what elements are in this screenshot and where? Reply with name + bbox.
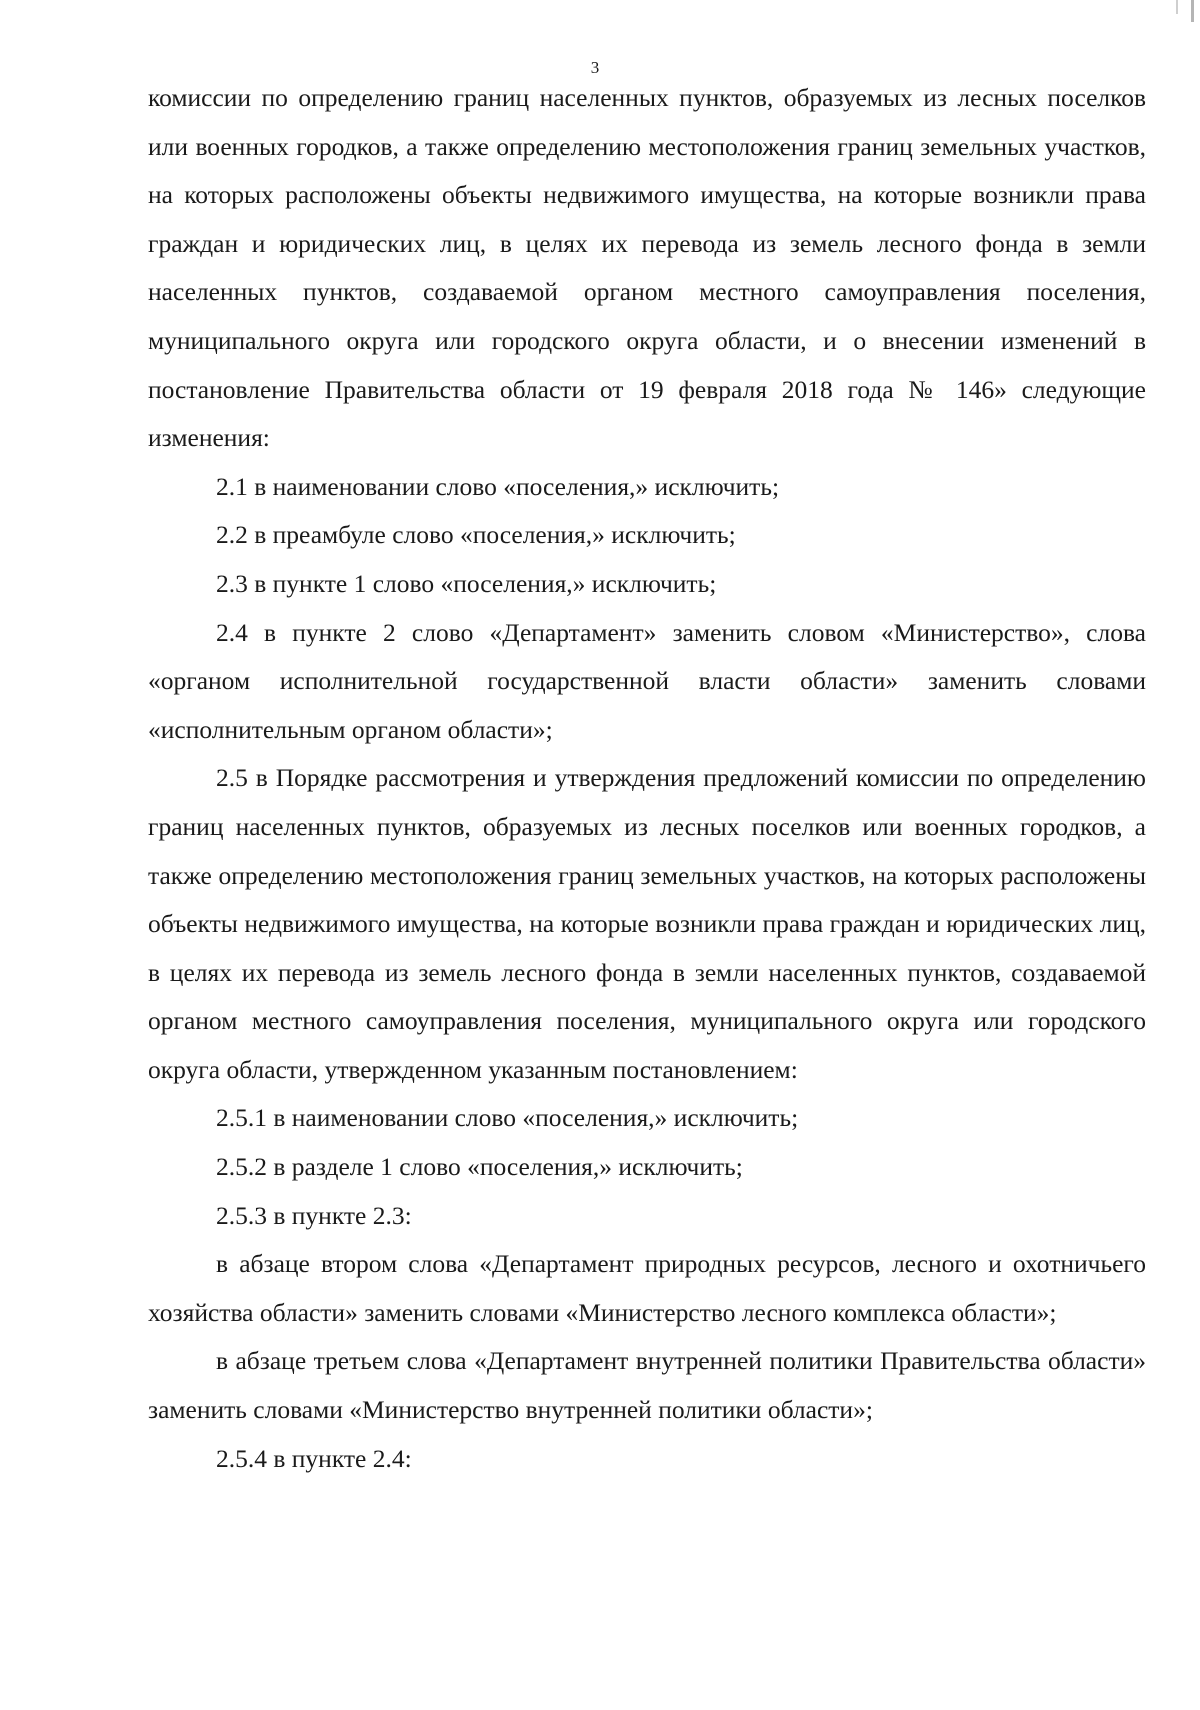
paragraph-item-2-1: 2.1 в наименовании слово «поселения,» исключить; bbox=[216, 471, 780, 501]
document-body bbox=[148, 74, 1146, 1483]
paragraph-item-2-5: 2.5 в Порядке рассмотрения и утверждения предложений комиссии по определению границ населенных пунктов, образуемых из лесных поселков или военных городков, а также определению местоположения границ земельных участков, на которых расположены объекты недвижимого имущества, на которые возникли права граждан и юридических лиц, в целях их перевода из земель лесного фонда в земли населенных пунктов, создаваемой органом местного самоуправления поселения, муниципального округа или городского округа области, утвержденном указанным постановлением: bbox=[148, 763, 1146, 1084]
paragraph-item-2-5-3: 2.5.3 в пункте 2.3: bbox=[216, 1200, 412, 1230]
scan-edge-mark bbox=[1191, 0, 1194, 22]
paragraph-item-2-5-1: 2.5.1 в наименовании слово «поселения,» исключить; bbox=[216, 1103, 799, 1133]
paragraph-item-2-4: 2.4 в пункте 2 слово «Департамент» заменить словом «Министерство», слова «органом исполнительной государственной власти области» заменить словами «исполнительным органом области»; bbox=[148, 617, 1146, 744]
paragraph-continuation: комиссии по определению границ населенных пунктов, образуемых из лесных поселков или военных городков, а также определению местоположения границ земельных участков, на которых расположены объекты недвижимого имущества, на которые возникли права граждан и юридических лиц, в целях их перевода из земель лесного фонда в земли населенных пунктов, создаваемой органом местного самоуправления поселения, муниципального округа или городского округа области, и о внесении изменений в постановление Правительства области от 19 февраля 2018 года № 146» следующие изменения: bbox=[148, 83, 1146, 453]
paragraph-abzac-second: в абзаце втором слова «Департамент природных ресурсов, лесного и охотничьего хозяйства области» заменить словами «Министерство лесного комплекса области»; bbox=[148, 1249, 1146, 1327]
paragraph-item-2-5-4: 2.5.4 в пункте 2.4: bbox=[216, 1443, 412, 1473]
paragraph-abzac-third: в абзаце третьем слова «Департамент внутренней политики Правительства области» заменить словами «Министерство внутренней политики области»; bbox=[148, 1346, 1146, 1425]
paragraph-item-2-3: 2.3 в пункте 1 слово «поселения,» исключить; bbox=[216, 568, 717, 598]
page-number: 3 bbox=[590, 58, 600, 77]
scan-edge-mark bbox=[1176, 0, 1178, 14]
paragraph-item-2-5-2: 2.5.2 в разделе 1 слово «поселения,» исключить; bbox=[216, 1152, 743, 1182]
paragraph-item-2-2: 2.2 в преамбуле слово «поселения,» исключить; bbox=[216, 520, 736, 550]
